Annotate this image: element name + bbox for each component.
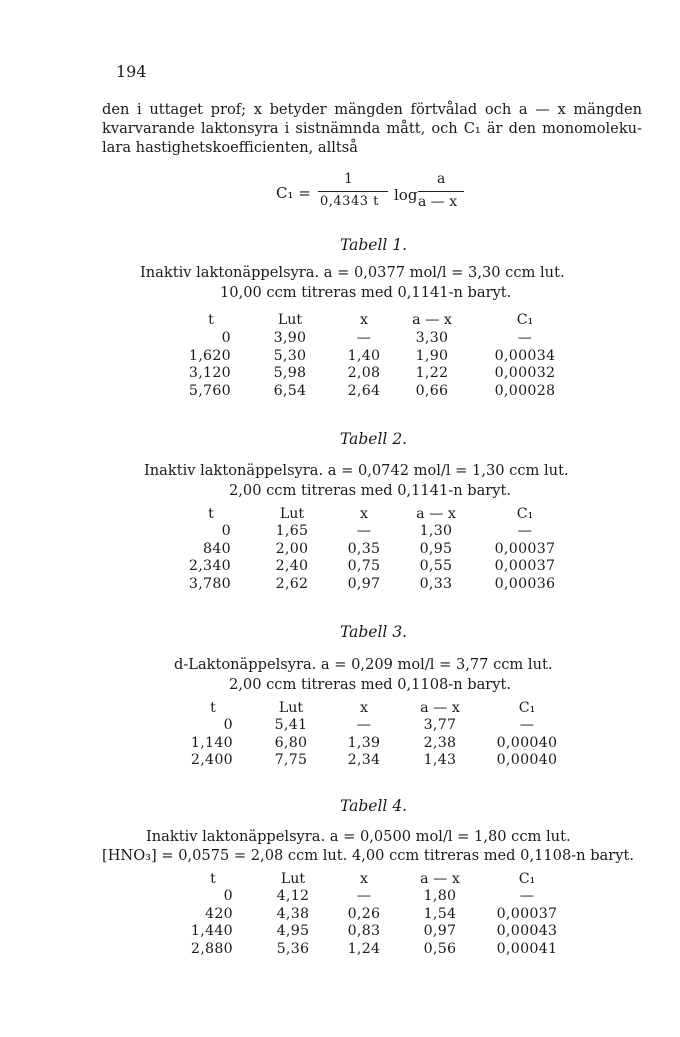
table-cell: 0,00032 [494,365,556,381]
formula-lhs: C₁ = [276,184,311,202]
table-cell: 3,90 [273,330,307,346]
table-cell: 0,97 [347,575,381,592]
table-cell: 1,24 [347,940,381,957]
table-conditions-line-2: 10,00 ccm titreras med 0,1141-n baryt. [220,284,512,301]
table-cell: 6,80 [274,734,308,751]
table-caption: Tabell 1. [340,236,408,254]
table-caption: Tabell 2. [340,430,408,448]
column-header: Lut [279,506,305,522]
table-cell: 2,00 [275,540,309,557]
intro-line: den i uttaget prof; x betyder mängden förtvålad och a — x mängden [102,101,642,118]
table-conditions-line-2: 2,00 ccm titreras med 0,1141-n baryt. [229,482,512,499]
column-header: Lut [277,312,303,328]
table-cell: 1,54 [423,905,457,922]
table-cell: 2,62 [275,575,309,592]
table-cell: 0,83 [347,923,381,939]
table-cell: 0,55 [419,558,453,574]
table-conditions-line-2: [HNO₃] = 0,0575 = 2,08 ccm lut. 4,00 ccm titreras med 0,1108-n baryt. [102,847,634,864]
table-cell: — [519,717,535,733]
table-cell: 5,36 [276,940,310,957]
table-cell: 0,00037 [496,905,558,922]
formula-numerator-1: 1 [344,171,353,187]
table-cell: 0,00036 [494,575,556,592]
column-header: a — x [416,506,456,522]
table-cell: 5,98 [273,365,307,381]
table-cell: 0 [223,888,233,904]
table-cell: 3,120 [188,365,231,381]
table-cell: 840 [203,540,231,557]
column-header: a — x [412,312,452,328]
table-cell: 0,00028 [494,382,556,399]
table-cell: 6,54 [273,382,307,399]
table-cell: — [517,330,533,346]
table-cell: 1,140 [190,734,233,751]
table-cell: 1,30 [419,523,453,539]
table-cell: 2,340 [188,558,231,574]
column-header: x [359,312,368,328]
column-header: Lut [280,871,306,887]
column-header: t [210,700,216,716]
column-header: a — x [420,700,460,716]
table-cell: 3,30 [415,330,449,346]
table-cell: 5,30 [273,347,307,364]
table-cell: 2,34 [347,752,381,768]
table-cell: 0,66 [415,382,449,399]
table-cell: 0,33 [419,575,453,592]
table-cell: 0,95 [419,540,453,557]
table-cell: 1,40 [347,347,381,364]
table-cell: — [356,330,372,346]
table-cell: 1,65 [275,523,309,539]
table-conditions-line-1: d-Laktonäppelsyra. a = 0,209 mol/l = 3,77 ccm lut. [174,656,553,673]
table-cell: 5,41 [274,717,308,733]
intro-line: lara hastighetskoefficienten, alltså [102,139,358,156]
formula-denominator-2: a — x [418,194,458,210]
formula-numerator-2: a [437,171,446,187]
table-cell: — [356,888,372,904]
table-cell: 4,38 [276,905,310,922]
column-header: Lut [278,700,304,716]
table-cell: 0,56 [423,940,457,957]
table-cell: 1,440 [190,923,233,939]
column-header: C₁ [518,871,536,887]
column-header: t [208,312,214,328]
table-cell: 4,95 [276,923,310,939]
table-cell: 2,64 [347,382,381,399]
page-number: 194 [116,62,147,81]
table-cell: 1,90 [415,347,449,364]
table-cell: 2,38 [423,734,457,751]
table-cell: 0,75 [347,558,381,574]
table-cell: 0 [221,523,231,539]
table-cell: 2,880 [190,940,233,957]
column-header: x [359,700,368,716]
column-header: C₁ [518,700,536,716]
table-cell: 3,77 [423,717,457,733]
table-conditions-line-2: 2,00 ccm titreras med 0,1108-n baryt. [229,676,512,693]
table-cell: 2,08 [347,365,381,381]
table-cell: 0,00037 [494,540,556,557]
table-cell: 2,40 [275,558,309,574]
table-caption: Tabell 3. [340,623,408,641]
table-cell: 0,00040 [496,752,558,768]
table-cell: — [519,888,535,904]
table-cell: 0,00034 [494,347,556,364]
table-cell: 0,00037 [494,558,556,574]
fraction-bar [418,191,464,192]
table-cell: 0,00043 [496,923,558,939]
column-header: t [210,871,216,887]
table-cell: 0 [223,717,233,733]
table-cell: 1,22 [415,365,449,381]
column-header: C₁ [516,506,534,522]
table-cell: 0,26 [347,905,381,922]
table-cell: — [356,717,372,733]
formula-denominator-1: 0,4343 t [320,194,379,209]
table-cell: 1,620 [188,347,231,364]
intro-line: kvarvarande laktonsyra i sistnämnda mått, och C₁ är den monomoleku- [102,120,642,137]
table-cell: 1,80 [423,888,457,904]
table-cell: — [517,523,533,539]
table-cell: 4,12 [276,888,310,904]
fraction-bar [318,191,388,192]
table-cell: 0,35 [347,540,381,557]
table-cell: 0,00040 [496,734,558,751]
table-cell: 0 [221,330,231,346]
table-cell: 3,780 [188,575,231,592]
table-conditions-line-1: Inaktiv laktonäppelsyra. a = 0,0500 mol/l = 1,80 ccm lut. [146,828,571,845]
table-cell: 0,00041 [496,940,558,957]
table-cell: 7,75 [274,752,308,768]
table-cell: 0,97 [423,923,457,939]
table-conditions-line-1: Inaktiv laktonäppelsyra. a = 0,0377 mol/l = 3,30 ccm lut. [140,264,565,281]
column-header: a — x [420,871,460,887]
column-header: t [208,506,214,522]
table-cell: — [356,523,372,539]
table-conditions-line-1: Inaktiv laktonäppelsyra. a = 0,0742 mol/l = 1,30 ccm lut. [144,462,569,479]
table-cell: 5,760 [188,382,231,399]
column-header: C₁ [516,312,534,328]
column-header: x [359,506,368,522]
table-cell: 420 [205,905,233,922]
intro-paragraph [102,100,642,157]
table-cell: 1,43 [423,752,457,768]
formula-log: log [394,186,418,204]
table-cell: 2,400 [190,752,233,768]
table-cell: 1,39 [347,734,381,751]
table-caption: Tabell 4. [340,797,408,815]
column-header: x [359,871,368,887]
